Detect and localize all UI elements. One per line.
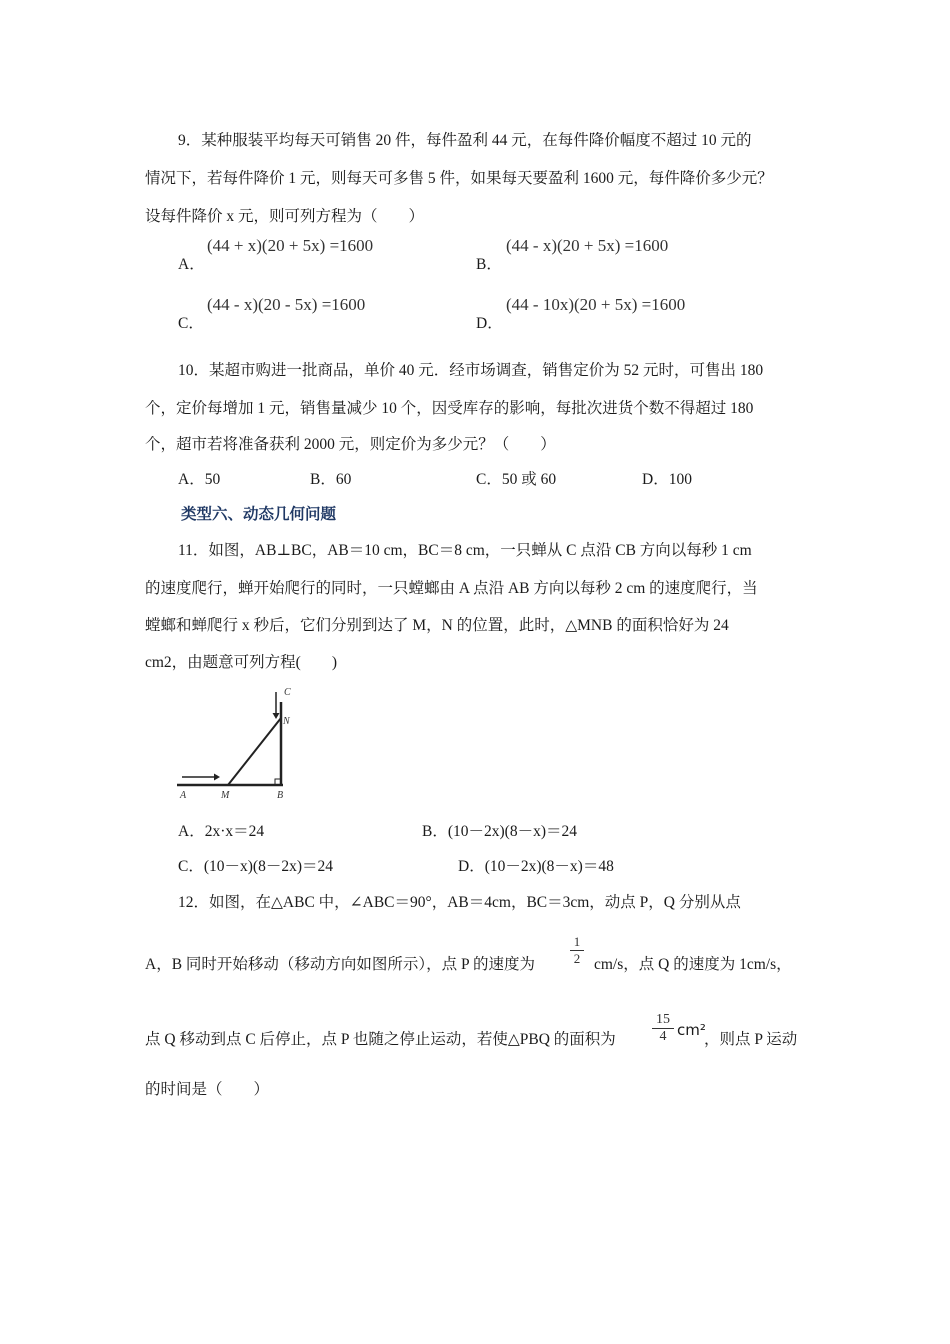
- q11-option-a: A．2x·x＝24: [178, 823, 265, 840]
- q10-line-1: 10．某超市购进一批商品，单价 40 元．经市场调查，销售定价为 52 元时，可售出 180: [178, 362, 764, 379]
- q12-fraction-area: [652, 1012, 674, 1045]
- label-b: B: [277, 790, 284, 801]
- q9-option-a-equation: (44 + x)(20 + 5x) =1600: [207, 236, 374, 255]
- q12-fraction-speed: [570, 934, 584, 967]
- q11-line-3: 螳螂和蝉爬行 x 秒后，它们分别到达了 M，N 的位置，此时，△MNB 的面积恰好为 24: [145, 617, 729, 634]
- q10-option-d: D．100: [642, 471, 692, 488]
- q9-option-b-equation: (44 - x)(20 + 5x) =1600: [506, 236, 669, 255]
- q12-line-1: 12．如图，在△ABC 中，∠ABC＝90°，AB＝4cm，BC＝3cm，动点 P，Q 分别从点: [178, 894, 741, 911]
- label-c: C: [284, 687, 291, 698]
- q9-option-c-label: C．: [178, 315, 204, 332]
- q11-line-4: cm2，由题意可列方程( ): [145, 654, 338, 671]
- q10-line-2: 个，定价每增加 1 元，销售量减少 10 个，因受库存的影响，每批次进货个数不得超过 180: [145, 400, 754, 417]
- fraction-denominator: 4: [652, 1028, 674, 1045]
- q12-line-3b: ，则点 P 运动: [704, 1031, 798, 1048]
- q11-line-1: 11．如图，AB⊥BC，AB＝10 cm，BC＝8 cm，一只蝉从 C 点沿 CB 方向以每秒 1 cm: [178, 542, 752, 559]
- q9-line-2: 情况下，若每件降价 1 元，则每天可多售 5 件，如果每天要盈利 1600 元，每件降价多少元？: [145, 170, 773, 187]
- q9-option-b-label: B．: [476, 256, 502, 273]
- q11-option-d: D．(10－2x)(8－x)＝48: [458, 858, 614, 875]
- label-n: N: [283, 716, 290, 727]
- q9-option-d-label: D．: [476, 315, 503, 332]
- label-a: A: [180, 790, 187, 801]
- q9-line-1: 9．某种服装平均每天可销售 20 件，每件盈利 44 元，在每件降价幅度不超过 10 元的: [178, 132, 752, 149]
- q10-option-b: B．60: [310, 471, 352, 488]
- fraction-numerator: 1: [573, 934, 581, 949]
- fraction-denominator: 2: [570, 950, 584, 967]
- segment-mn: [228, 718, 281, 785]
- q10-line-3: 个，超市若将准备获利 2000 元，则定价为多少元？（ ）: [145, 436, 556, 453]
- q12-line-2b: cm/s，点 Q 的速度为 1cm/s，: [594, 956, 792, 973]
- q9-option-a-label: A．: [178, 256, 205, 273]
- q10-option-c: C．50 或 60: [476, 471, 557, 488]
- q11-option-b: B．(10－2x)(8－x)＝24: [422, 823, 577, 840]
- q12-unit: cm²: [677, 1021, 706, 1039]
- q9-line-3: 设每件降价 x 元，则可列方程为（ ）: [145, 208, 425, 225]
- q12-line-4: 的时间是（ ）: [145, 1081, 270, 1098]
- section-title: 类型六、动态几何问题: [181, 505, 337, 523]
- q9-option-c-equation: (44 - x)(20 - 5x) =1600: [207, 295, 366, 314]
- q12-line-2a: A，B 同时开始移动（移动方向如图所示），点 P 的速度为: [145, 956, 535, 973]
- q10-option-a: A．50: [178, 471, 221, 488]
- fraction-numerator: 15: [656, 1012, 670, 1027]
- q11-option-c: C．(10－x)(8－2x)＝24: [178, 858, 333, 875]
- q11-figure: [172, 684, 302, 804]
- label-m: M: [221, 790, 230, 801]
- q11-line-2: 的速度爬行，蝉开始爬行的同时，一只螳螂由 A 点沿 AB 方向以每秒 2 cm 的速度爬行，当: [145, 580, 758, 597]
- q12-line-3a: 点 Q 移动到点 C 后停止，点 P 也随之停止运动，若使△PBQ 的面积为: [145, 1031, 616, 1048]
- q9-option-d-equation: (44 - 10x)(20 + 5x) =1600: [506, 295, 686, 314]
